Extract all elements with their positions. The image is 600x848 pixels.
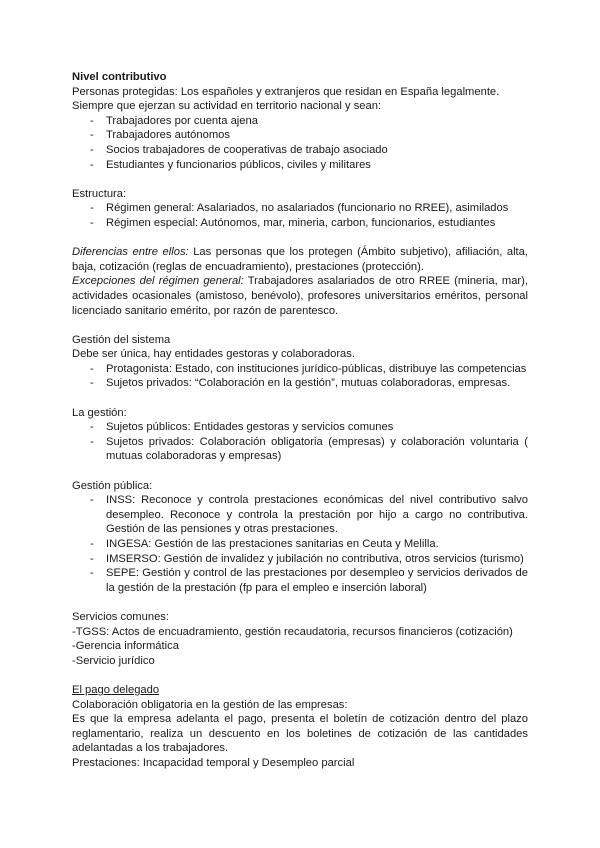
section-title-gestion-sistema: Gestión del sistema — [72, 333, 171, 346]
paragraph-text: Las personas que los protegen (Ámbito subjetivo), afiliación, alta, baja, cotización (reglas de encuadramiento), prestaciones (protección). — [72, 246, 528, 273]
paragraph: -TGSS: Actos de encuadramiento, gestión recaudatoria, recursos financieros (cotización) — [72, 625, 513, 638]
paragraph-excepciones — [72, 274, 528, 318]
list-item: - Socios trabajadores de cooperativas de trabajo asociado — [72, 143, 528, 158]
paragraph: Colaboración obligatoria en la gestión de las empresas: — [72, 698, 348, 711]
list-item: - Trabajadores autónomos — [72, 128, 528, 143]
section-title-pago: El pago delegado — [72, 683, 160, 696]
list-item: - SEPE: Gestión y control de las prestaciones por desempleo y servicios derivados de la gestión de la prestación (fp para el empleo e inserción laboral) — [72, 566, 528, 595]
paragraph: Personas protegidas: Los españoles y extranjeros que residan en España legalmente. — [72, 85, 500, 98]
list-item: - INSS: Reconoce y controla prestaciones económicas del nivel contributivo salvo desempleo. Reconoce y controla la prestación por hijo a cargo no contributiva. Gestión de las pensiones y otras prestaciones. — [72, 493, 528, 537]
list-item: - Protagonista: Estado, con instituciones jurídico-públicas, distribuye las competencias — [72, 362, 528, 377]
list-item: - Trabajadores por cuenta ajena — [72, 114, 528, 129]
list-item: - Sujetos públicos: Entidades gestoras y servicios comunes — [72, 420, 528, 435]
bullet-list — [72, 420, 528, 464]
list-item: - Régimen general: Asalariados, no asalariados (funcionario no RREE), asimilados — [72, 201, 528, 216]
paragraph: Es que la empresa adelanta el pago, presenta el boletín de cotización dentro del plazo reglamentario, realiza un descuento en los boletines de cotización de las cantidades adelantadas a los trabajadores. — [72, 713, 528, 755]
section-title-servicios: Servicios comunes: — [72, 610, 169, 623]
section-title-estructura: Estructura: — [72, 187, 127, 200]
bullet-list — [72, 362, 528, 391]
list-item: - Sujetos privados: “Colaboración en la gestión”, mutuas colaboradoras, empresas. — [72, 376, 528, 391]
bullet-list — [72, 114, 528, 172]
list-item: - Sujetos privados: Colaboración obligatoria (empresas) y colaboración voluntaria ( mutuas colaboradoras y empresas) — [72, 435, 528, 464]
list-item: - INGESA: Gestión de las prestaciones sanitarias en Ceuta y Melilla. — [72, 537, 528, 552]
paragraph-text: Trabajadores asalariados de otro RREE (mineria, mar), actividades ocasionales (amistoso, benévolo), profesores universitarios eméritos, personal licenciado sanitario emérito, por razón de parentesco. — [72, 275, 528, 317]
section-title-la-gestion: La gestión: — [72, 406, 127, 419]
paragraph: Debe ser única, hay entidades gestoras y colaboradoras. — [72, 348, 355, 361]
paragraph: -Gerencia informática — [72, 640, 179, 653]
bullet-list — [72, 201, 528, 230]
paragraph-diferencias — [72, 245, 528, 274]
bullet-list — [72, 493, 528, 595]
list-item: - Estudiantes y funcionarios públicos, civiles y militares — [72, 158, 528, 173]
list-item: - IMSERSO: Gestión de invalidez y jubilación no contributiva, otros servicios (turismo) — [72, 552, 528, 567]
section-title-nivel: Nivel contributivo — [72, 71, 167, 83]
paragraph: -Servicio jurídico — [72, 654, 155, 667]
italic-label: Excepciones del régimen general: — [72, 275, 244, 288]
paragraph: Prestaciones: Incapacidad temporal y Desempleo parcial — [72, 756, 355, 769]
document-page — [72, 70, 528, 771]
list-item: - Régimen especial: Autónomos, mar, mineria, carbon, funcionarios, estudiantes — [72, 216, 528, 231]
paragraph: Siempre que ejerzan su actividad en territorio nacional y sean: — [72, 100, 382, 113]
italic-label: Diferencias entre ellos: — [72, 246, 189, 259]
section-title-gestion-publica: Gestión pública: — [72, 479, 153, 492]
